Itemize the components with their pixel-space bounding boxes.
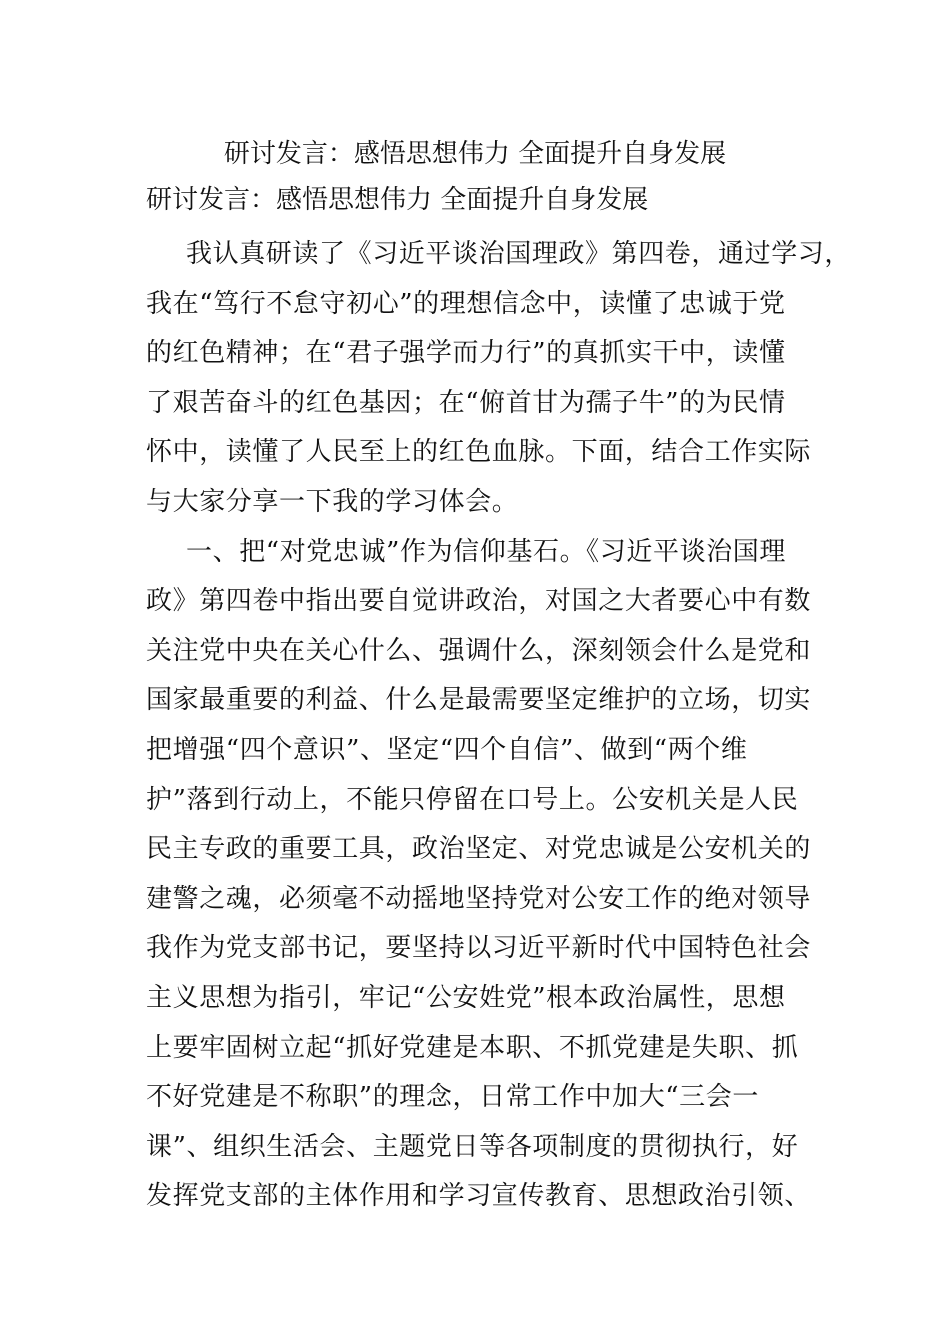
body-line: 护”落到行动上，不能只停留在口号上。公安机关是人民	[146, 784, 799, 815]
body-line: 了艰苦奋斗的红色基因；在“俯首甘为孺子牛”的为民情	[146, 387, 786, 418]
body-line: 政》第四卷中指出要自觉讲政治，对国之大者要心中有数	[146, 586, 812, 617]
body-line: 发挥党支部的主体作用和学习宣传教育、思想政治引领、	[146, 1181, 812, 1212]
body-line: 一、把“对党忠诚”作为信仰基石。《习近平谈治国理	[186, 536, 786, 567]
body-line: 我认真研读了《习近平谈治国理政》第四卷，通过学习，	[186, 239, 852, 269]
document-body	[146, 230, 852, 1222]
body-line: 上要牢固树立起“抓好党建是本职、不抓党建是失职、抓	[146, 1032, 799, 1063]
body-line: 主义思想为指引，牢记“公安姓党”根本政治属性，思想	[146, 982, 786, 1013]
body-line: 的红色精神；在“君子强学而力行”的真抓实干中，读懂	[146, 338, 786, 369]
body-line: 建警之魂，必须毫不动摇地坚持党对公安工作的绝对领导	[146, 883, 812, 914]
body-line: 关注党中央在关心什么、强调什么，深刻领会什么是党和	[146, 635, 812, 666]
body-line: 课”、组织生活会、主题党日等各项制度的贯彻执行，好	[146, 1131, 799, 1162]
body-line: 怀中，读懂了人民至上的红色血脉。下面，结合工作实际	[146, 437, 812, 468]
body-line: 我作为党支部书记，要坚持以习近平新时代中国特色社会	[146, 933, 812, 964]
document-title: 研讨发言：感悟思想伟力 全面提升自身发展	[223, 139, 727, 169]
document-subtitle: 研讨发言：感悟思想伟力 全面提升自身发展	[146, 185, 649, 215]
body-line: 与大家分享一下我的学习体会。	[146, 486, 519, 517]
body-line: 民主专政的重要工具，政治坚定、对党忠诚是公安机关的	[146, 834, 812, 865]
body-line: 不好党建是不称职”的理念，日常工作中加大“三会一	[146, 1082, 759, 1113]
body-line: 把增强“四个意识”、坚定“四个自信”、做到“两个维	[146, 734, 748, 765]
body-line: 我在“笃行不怠守初心”的理想信念中，读懂了忠诚于党	[146, 288, 786, 319]
body-line: 国家最重要的利益、什么是最需要坚定维护的立场，切实	[146, 685, 812, 716]
